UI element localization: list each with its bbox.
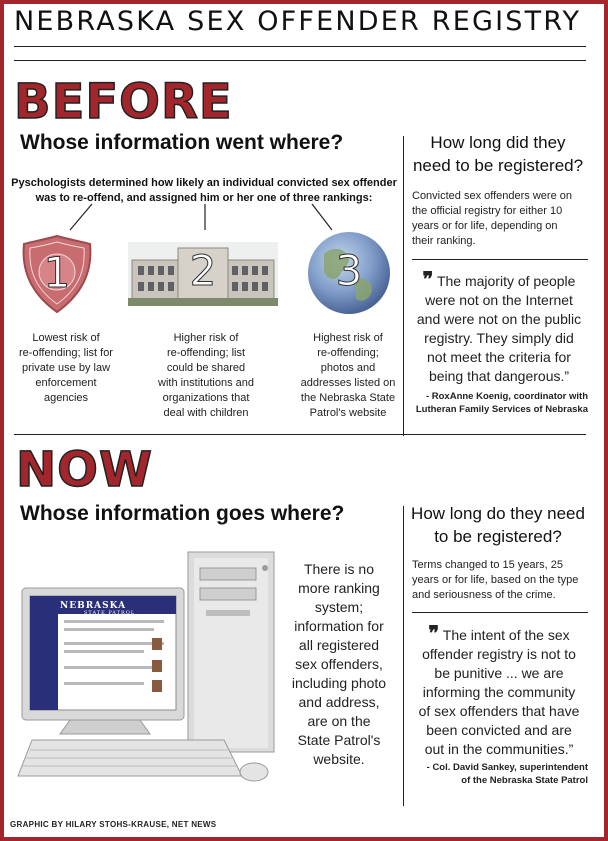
before-side-heading-line: need to be registered? [412,156,584,175]
now-middle-line: State Patrol's [297,732,381,748]
now-attribution-line: of the Nebraska State Patrol [461,775,588,786]
before-attribution-line: Lutheran Family Services of Nebraska [415,404,588,415]
r2-line: with institutions and [158,377,254,389]
ranking-1-description [10,331,122,406]
r2-line: organizations that [162,392,250,404]
computer-illustration [10,544,280,794]
now-middle-line: all registered [298,637,380,653]
r2-line: re-offending; list [166,347,246,359]
ranking-3-globe [306,230,392,316]
now-side-rule [412,612,588,613]
r1-line: agencies [43,392,89,404]
r1-line: re-offending; list for [19,347,113,359]
before-quote-line: registry. They simply did [424,330,574,346]
page-title: NEBRASKA SEX OFFENDER REGISTRY [14,6,582,37]
before-quote-line: were not on the Internet [425,292,573,308]
ranking-3-number: 3 [335,246,363,295]
quote-mark-icon: ❞ [422,267,434,291]
before-side-heading-line: How long did they [430,133,566,152]
ranking-2-number: 2 [189,246,217,295]
now-quote-line: out in the communities.” [424,741,574,757]
now-middle-line: more ranking [298,580,380,596]
r3-line: re-offending; [317,347,379,359]
now-middle-line: system; [314,599,364,615]
monitor-subbanner: STATE PATROL [84,610,136,616]
title-rule-top [14,46,586,47]
now-heading: NOW [16,442,153,498]
r2-line: deal with children [163,407,249,419]
now-side-text-line: years or for life, based on the type [412,574,579,586]
r1-line: private use by law [21,362,111,374]
before-side-rule [412,259,588,260]
title-rule-bottom [14,60,586,61]
now-middle-text [278,560,400,769]
now-quote-line: be punitive ... we are [434,665,564,681]
computer-icon [10,544,280,794]
r3-line: photos and [320,362,376,374]
now-quote-line: informing the community [422,684,576,700]
ranking-2-building [128,242,278,306]
r3-line: Patrol's website [309,407,387,419]
now-side-heading-line: How long do they need [411,504,585,523]
before-quote-line: not meet the criteria for [427,349,571,365]
r3-line: Highest risk of [313,332,383,344]
r3-line: addresses listed on [300,377,396,389]
connector-3 [312,204,332,230]
now-side-text [412,558,592,603]
before-side-text [412,189,588,249]
ranking-1-number: 1 [43,248,71,297]
now-middle-line: information for [294,618,384,634]
now-attribution [400,761,588,787]
now-middle-line: including photo [291,675,387,691]
now-side-heading [408,502,588,548]
now-quote-line: offender registry is not to [422,646,576,662]
before-side-text-line: Convicted sex offenders were on [412,190,572,202]
quote-mark-icon: ❞ [428,621,440,645]
section-divider [14,434,586,435]
r2-line: could be shared [166,362,246,374]
r1-line: Lowest risk of [32,332,100,344]
before-intro-line-1: Pyschologists determined how likely an individual convicted sex offender [11,177,397,189]
before-attribution-line: - RoxAnne Koenig, coordinator with [425,391,588,402]
now-middle-line: and address, [298,694,380,710]
now-side-heading-line: to be registered? [434,527,562,546]
before-side-heading [410,131,586,177]
before-subheading: Whose information went where? [20,131,344,154]
before-side-text-line: their ranking. [412,235,476,247]
r1-line: enforcement [35,377,97,389]
connector-1 [70,204,92,230]
now-middle-line: website. [313,751,365,767]
before-quote-line: being that dangerous.” [428,368,570,384]
now-quote-line: of sex offenders that have [418,703,580,719]
r3-line: the Nebraska State [300,392,396,404]
monitor-banner: NEBRASKA [60,601,127,611]
now-middle-line: There is no [303,561,375,577]
now-attribution-line: - Col. David Sankey, superintendent [426,762,588,773]
now-quote-line: The intent of the sex [442,627,570,643]
before-quote-line: and were not on the public [416,311,582,327]
ranking-2-description [148,331,264,421]
ranking-1-seal [18,234,96,314]
before-quote-line: The majority of people [436,273,576,289]
before-side-text-line: years or for life, depending on [412,220,558,232]
now-side-text-line: Terms changed to 15 years, 25 [412,559,564,571]
ranking-3-description [292,331,404,421]
now-middle-line: sex offenders, [295,656,383,672]
before-attribution [400,390,588,416]
before-heading: BEFORE [14,74,233,130]
now-subheading: Whose information goes where? [20,502,345,525]
before-quote [408,267,590,386]
before-intro-line-2: was to re-offend, and assigned him or her one of three rankings: [35,192,373,204]
now-quote-line: been convicted and are [426,722,572,738]
r2-line: Higher risk of [173,332,239,344]
now-middle-line: are on the [307,713,371,729]
now-side-text-line: and seriousness of the crime. [412,589,556,601]
before-side-text-line: the official registry for either 10 [412,205,563,217]
graphic-credit: GRAPHIC BY HILARY STOHS-KRAUSE, NET NEWS [10,820,217,829]
now-quote [408,621,590,759]
